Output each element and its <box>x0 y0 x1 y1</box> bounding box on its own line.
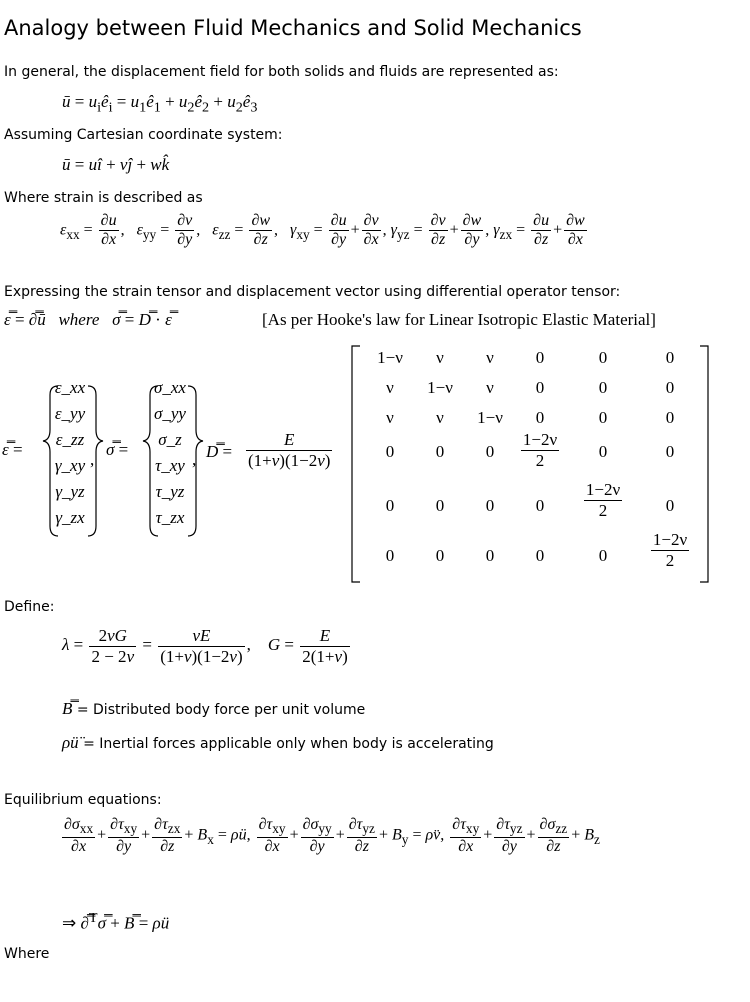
matrix-cell: 0 <box>435 496 445 515</box>
strain-vector-comma: , <box>90 450 95 469</box>
hooke-law-note: [As per Hooke's law for Linear Isotropic Elastic Material] <box>262 310 656 329</box>
paragraph-displacement-intro: In general, the displacement field for both solids and fluids are represented as: <box>4 64 559 80</box>
matrix-cell: 0 <box>535 408 545 427</box>
paragraph-equilibrium: Equilibrium equations: <box>4 792 162 808</box>
definition-body-force: B̿ = Distributed body force per unit volume <box>62 699 366 718</box>
equation-lambda: λ = $\frac{2\nu G}{2 - 2\nu}$ = $\frac{\nu E}{(1+\nu)(1-2\nu)}$ , G = $\frac{E}{2(1+\nu)}$ <box>62 626 348 666</box>
matrix-cell: ν <box>486 348 494 367</box>
matrix-cell: 1−ν <box>427 378 453 397</box>
matrix-cell: 0 <box>598 442 608 461</box>
matrix-cell: 0 <box>535 348 545 367</box>
matrix-cell: 0 <box>435 546 445 565</box>
matrix-cell: 0 <box>535 496 545 515</box>
matrix-cell: 0 <box>535 378 545 397</box>
paragraph-where: Where <box>4 946 50 962</box>
matrix-cell: 0 <box>385 442 395 461</box>
matrix-cell: 0 <box>598 348 608 367</box>
matrix-cell: 1−ν <box>477 408 503 427</box>
equation-displacement-cartesian: ū = uî + vĵ + wk̂ <box>62 155 170 174</box>
matrix-cell: ν <box>386 408 394 427</box>
definition-inertial: ρü̈ = Inertial forces applicable only when body is accelerating <box>62 733 494 752</box>
matrix-cell: 0 <box>485 442 495 461</box>
equation-equilibrium-compact: ⇒ ∂̿$^T$σ̿ + B̿ = ρü <box>62 910 170 933</box>
matrix-cell: ν <box>486 378 494 397</box>
document-page: Analogy between Fluid Mechanics and Solid Mechanics In general, the displacement field for both solids and fluids are represented as: ū = $u_iê_i$ = $u_1ê_1$ + $u_2ê_2$ + $u_2ê_3$ Assuming Cartesian coordinate system: ū = uî + vĵ + wk̂ Where strain is described as $\varepsilon_{xx}$ = $\frac{\partial u}{\partial x}$ , $\varepsilon_{yy}$ = $\frac{\partial v}{\partial y}$ , $\varepsilon_{zz}$ = $\frac{\partial w}{\partial z}$ , $\gamma_{xy}$ = $\frac{\partial u}{\partial y}$ + $\frac{\partial v}{\partial x}$ , $\gamma_{yz}$ = $\frac{\partial v}{\partial z}$ + $\frac{\partial w}{\partial y}$ , $\gamma_{zx}$ = $\frac{\partial u}{\partial z}$ + $\frac{\partial w}{\partial x}$ Expressing the strain tensor and displacement vector using differential operator tensor: ε̿ = ∂̿ū where σ̿ = D̿ · ε̿ [As per Hooke's law for Linear Isotropic Elastic Material] ε̿ = ε_xx ε_yy ε_zz γ_xy γ_yz γ_zx , σ̿ = σ_xx σ_yy σ_z τ_xy τ_yz τ_zx , D̿ = $\frac{E}{(1+\nu)(1-2\nu)}$ 1−ν ν ν 0 0 0 ν 1−ν ν 0 0 0 ν ν 1−ν 0 0 0 0 0 0 $\frac{1-2\nu}{2}$ 0 0 0 0 0 0 $\frac{1-2\nu}{2}$ 0 0 0 0 0 0 $\frac{1-2\nu}{2}$ Define: λ = $\frac{2\nu G}{2 - 2\nu}$ = $\frac{\nu E}{(1+\nu)(1-2\nu)}$ , G = $\frac{E}{2(1+\nu)}$ B̿ = Distributed body force per unit volume ρü̈ = Inertial forces applicable only when body is accelerating Equilibrium equations: $\partial\sigma_{xx}$ ∂x + $\partial\tau_{xy}$ ∂y + $\partial\tau_{zx}$ ∂z + $B_x$ = ρü, $\partial\tau_{xy}$ ∂x + $\partial\sigma_{yy}$ ∂y + $\partial\tau_{yz}$ ∂z + $B_y$ = ρv̈, $\partial\tau_{xy}$ ∂x + $\partial\tau_{yz}$ ∂y + $\partial\sigma_{zz}$ ∂z + $B_z$ ⇒ ∂̿$^T$σ̿ + B̿ = ρü Where <box>0 0 750 1002</box>
matrix-cell: 0 <box>665 348 675 367</box>
page-title: Analogy between Fluid Mechanics and Solid Mechanics <box>4 16 582 40</box>
d-matrix-label: D̿ = <box>206 442 233 461</box>
matrix-cell: 0 <box>665 442 675 461</box>
matrix-cell: 1−ν <box>377 348 403 367</box>
matrix-cell: $\frac{1-2\nu}{2}$ <box>585 480 621 520</box>
matrix-cell: 0 <box>598 408 608 427</box>
matrix-cell: $\frac{1-2\nu}{2}$ <box>522 430 558 470</box>
matrix-cell: 0 <box>485 546 495 565</box>
stress-vector-comma: , <box>192 450 197 469</box>
equation-equilibrium-expanded: $\partial\sigma_{xx}$ ∂x + $\partial\tau_{xy}$ ∂y + $\partial\tau_{zx}$ ∂z + $B_x$ = ρü, $\partial\tau_{xy}$ ∂x + $\partial\sigma_{yy}$ ∂y + $\partial\tau_{yz}$ ∂z + $B_y$ = ρv̈, $\partial\tau_{xy}$ ∂x + $\partial\tau_{yz}$ ∂y + $\partial\sigma_{zz}$ ∂z + $B_z$ <box>64 816 600 855</box>
matrix-cell: 0 <box>665 378 675 397</box>
matrix-cell: ν <box>386 378 394 397</box>
paragraph-define: Define: <box>4 599 55 615</box>
strain-vector-label: ε̿ = <box>2 440 23 459</box>
stress-vector-label: σ̿ = <box>106 440 129 459</box>
paragraph-operator-tensor: Expressing the strain tensor and displacement vector using differential operator tensor: <box>4 284 621 300</box>
matrix-cell: 0 <box>598 378 608 397</box>
matrix-cell: 0 <box>435 442 445 461</box>
equation-strain-tensor: ε̿ = ∂̿ū where σ̿ = D̿ · ε̿ <box>4 310 172 329</box>
d-matrix-factor: $\frac{E}{(1+\nu)(1-2\nu)}$ <box>248 430 331 470</box>
matrix-cell: 0 <box>665 496 675 515</box>
matrix-cell: 0 <box>665 408 675 427</box>
paragraph-cartesian: Assuming Cartesian coordinate system: <box>4 127 283 143</box>
paragraph-strain-desc: Where strain is described as <box>4 190 203 206</box>
equation-strain-components: $\varepsilon_{xx}$ = $\frac{\partial u}{\partial x}$ , $\varepsilon_{yy}$ = $\frac{\partial v}{\partial y}$ , $\varepsilon_{zz}$ = $\frac{\partial w}{\partial z}$ , $\gamma_{xy}$ = $\frac{\partial u}{\partial y}$ + $\frac{\partial v}{\partial x}$ , $\gamma_{yz}$ = $\frac{\partial v}{\partial z}$ + $\frac{\partial w}{\partial y}$ , $\gamma_{zx}$ = $\frac{\partial u}{\partial z}$ + $\frac{\partial w}{\partial x}$ <box>60 212 585 249</box>
equation-displacement-general: ū = $u_iê_i$ = $u_1ê_1$ + $u_2ê_2$ + $u_2ê_3$ <box>62 92 258 116</box>
matrix-cell: 0 <box>535 546 545 565</box>
matrix-cell: $\frac{1-2\nu}{2}$ <box>652 530 688 570</box>
matrix-cell: ν <box>436 348 444 367</box>
matrix-cell: 0 <box>385 546 395 565</box>
matrix-cell: 0 <box>485 496 495 515</box>
matrix-cell: ν <box>436 408 444 427</box>
matrix-cell: 0 <box>385 496 395 515</box>
matrix-cell: 0 <box>598 546 608 565</box>
